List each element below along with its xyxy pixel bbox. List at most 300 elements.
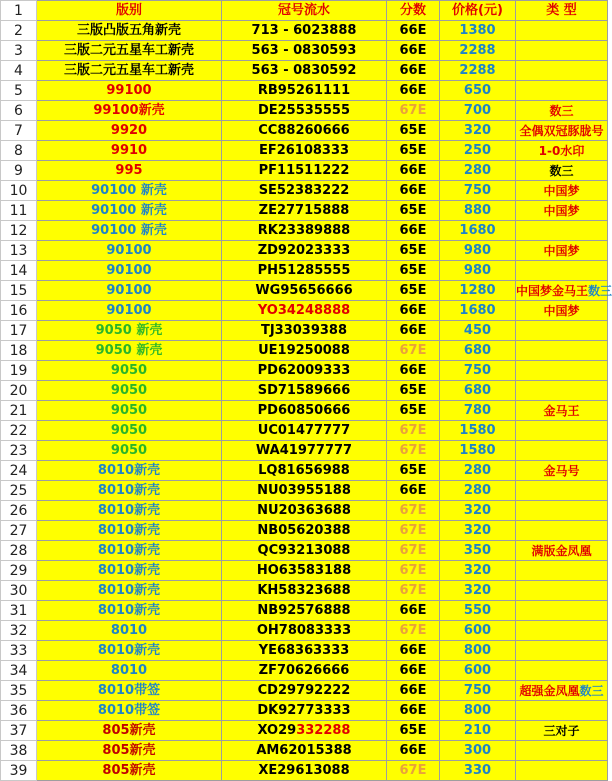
header-price[interactable]: 价格(元) (440, 1, 516, 21)
cell-price[interactable]: 880 (440, 201, 516, 221)
cell-type[interactable] (516, 361, 608, 381)
cell-score[interactable]: 65E (387, 401, 440, 421)
cell-price[interactable]: 280 (440, 161, 516, 181)
row-number[interactable]: 2 (1, 21, 37, 41)
cell-edition[interactable]: 99100新壳 (37, 101, 222, 121)
cell-serial[interactable] (222, 741, 387, 761)
cell-serial[interactable] (222, 221, 387, 241)
serial-segment: PH51285555 (257, 262, 351, 278)
cell-score[interactable]: 67E (387, 421, 440, 441)
cell-price[interactable]: 330 (440, 761, 516, 781)
cell-type[interactable] (516, 601, 608, 621)
serial-segment: TJ33039388 (260, 322, 348, 338)
type-segment: 中国梦金马王 (516, 283, 589, 298)
cell-serial[interactable] (222, 281, 387, 301)
cell-serial[interactable] (222, 341, 387, 361)
cell-serial[interactable] (222, 121, 387, 141)
serial-segment: ZD92023333 (257, 242, 351, 258)
cell-price[interactable]: 1280 (440, 281, 516, 301)
row-number[interactable]: 11 (1, 201, 37, 221)
cell-serial[interactable] (222, 421, 387, 441)
cell-price[interactable]: 600 (440, 661, 516, 681)
cell-edition[interactable]: 90100 (37, 281, 222, 301)
cell-serial[interactable] (222, 161, 387, 181)
row-number[interactable]: 13 (1, 241, 37, 261)
table-row (1, 241, 608, 261)
serial-segment: NU20363688 (257, 502, 351, 518)
cell-score[interactable]: 66E (387, 321, 440, 341)
cell-type[interactable] (516, 461, 608, 481)
table-row (1, 201, 608, 221)
cell-edition[interactable]: 805新壳 (37, 741, 222, 761)
header-type[interactable]: 类 型 (516, 1, 608, 21)
cell-type[interactable] (516, 61, 608, 81)
row-number[interactable]: 12 (1, 221, 37, 241)
cell-price[interactable]: 1680 (440, 301, 516, 321)
table-row (1, 21, 608, 41)
cell-score[interactable]: 66E (387, 641, 440, 661)
type-segment: 超强金凤凰 (519, 683, 580, 698)
cell-price[interactable]: 980 (440, 241, 516, 261)
serial-segment: UC01477777 (257, 422, 351, 438)
header-serial[interactable]: 冠号流水 (222, 1, 387, 21)
cell-type[interactable] (516, 701, 608, 721)
serial-segment: WA41977777 (255, 442, 353, 458)
row-number[interactable]: 35 (1, 681, 37, 701)
cell-edition[interactable]: 8010新壳 (37, 561, 222, 581)
serial-segment: YE68363333 (258, 642, 350, 658)
cell-serial[interactable] (222, 361, 387, 381)
cell-serial[interactable] (222, 561, 387, 581)
cell-score[interactable]: 65E (387, 461, 440, 481)
type-segment: 中国梦 (543, 183, 580, 198)
table-row (1, 541, 608, 561)
cell-serial[interactable] (222, 481, 387, 501)
table-row (1, 421, 608, 441)
cell-price[interactable]: 680 (440, 381, 516, 401)
cell-type[interactable] (516, 41, 608, 61)
header-score[interactable]: 分数 (387, 1, 440, 21)
serial-segment: PD62009333 (257, 362, 351, 378)
row-number[interactable]: 34 (1, 661, 37, 681)
row-number[interactable]: 19 (1, 361, 37, 381)
cell-score[interactable]: 67E (387, 341, 440, 361)
cell-edition[interactable]: 8010带签 (37, 681, 222, 701)
type-segment: 金马王 (543, 403, 580, 418)
row-number[interactable]: 17 (1, 321, 37, 341)
cell-type[interactable] (516, 261, 608, 281)
row-number[interactable]: 39 (1, 761, 37, 781)
cell-serial[interactable] (222, 661, 387, 681)
cell-score[interactable]: 67E (387, 541, 440, 561)
cell-edition[interactable]: 8010新壳 (37, 581, 222, 601)
cell-price[interactable]: 280 (440, 461, 516, 481)
cell-serial[interactable] (222, 21, 387, 41)
cell-edition[interactable]: 8010新壳 (37, 501, 222, 521)
cell-edition[interactable]: 90100 (37, 241, 222, 261)
cell-type[interactable] (516, 661, 608, 681)
cell-type[interactable] (516, 341, 608, 361)
cell-score[interactable]: 66E (387, 21, 440, 41)
cell-type[interactable] (516, 641, 608, 661)
cell-type[interactable] (516, 681, 608, 701)
table-row (1, 601, 608, 621)
row-number[interactable]: 37 (1, 721, 37, 741)
cell-type[interactable] (516, 301, 608, 321)
cell-serial[interactable] (222, 381, 387, 401)
table-row (1, 141, 608, 161)
serial-segment: QC93213088 (257, 542, 351, 558)
cell-score[interactable]: 66E (387, 81, 440, 101)
cell-serial[interactable] (222, 301, 387, 321)
table-row (1, 641, 608, 661)
cell-serial[interactable] (222, 101, 387, 121)
table-row (1, 701, 608, 721)
cell-serial[interactable] (222, 261, 387, 281)
cell-score[interactable]: 66E (387, 681, 440, 701)
row-number[interactable]: 20 (1, 381, 37, 401)
row-number[interactable]: 16 (1, 301, 37, 321)
cell-price[interactable]: 650 (440, 81, 516, 101)
row-number[interactable]: 4 (1, 61, 37, 81)
serial-segment: SE52383222 (258, 182, 350, 198)
row-number[interactable]: 26 (1, 501, 37, 521)
cell-type[interactable] (516, 281, 612, 301)
row-number[interactable]: 29 (1, 561, 37, 581)
cell-type[interactable] (516, 201, 608, 221)
row-number[interactable]: 14 (1, 261, 37, 281)
type-segment: 数三 (588, 283, 612, 298)
table-row (1, 661, 608, 681)
cell-price[interactable]: 980 (440, 261, 516, 281)
cell-score[interactable]: 67E (387, 761, 440, 781)
cell-type[interactable] (516, 321, 608, 341)
cell-score[interactable]: 66E (387, 221, 440, 241)
cell-edition[interactable]: 8010带签 (37, 701, 222, 721)
cell-price[interactable]: 280 (440, 481, 516, 501)
cell-edition[interactable]: 8010 (37, 661, 222, 681)
cell-edition[interactable]: 8010新壳 (37, 461, 222, 481)
cell-edition[interactable]: 9050 (37, 361, 222, 381)
row-number[interactable]: 27 (1, 521, 37, 541)
cell-serial[interactable] (222, 581, 387, 601)
row-number[interactable]: 21 (1, 401, 37, 421)
cell-price[interactable]: 800 (440, 641, 516, 661)
row-number[interactable]: 23 (1, 441, 37, 461)
row-number[interactable]: 32 (1, 621, 37, 641)
cell-score[interactable]: 67E (387, 581, 440, 601)
serial-segment: CC88260666 (258, 122, 350, 138)
cell-edition[interactable]: 9050 新壳 (37, 341, 222, 361)
row-number[interactable]: 38 (1, 741, 37, 761)
table-row (1, 681, 608, 701)
serial-segment: AM62015388 (256, 742, 352, 758)
table-row (1, 361, 608, 381)
cell-score[interactable]: 65E (387, 121, 440, 141)
cell-price[interactable]: 600 (440, 621, 516, 641)
cell-edition[interactable]: 8010 (37, 621, 222, 641)
cell-edition[interactable]: 8010新壳 (37, 601, 222, 621)
cell-type[interactable] (516, 541, 608, 561)
cell-type[interactable] (516, 581, 608, 601)
table-row (1, 41, 608, 61)
cell-edition[interactable]: 90100 新壳 (37, 181, 222, 201)
row-number[interactable]: 33 (1, 641, 37, 661)
row-number[interactable]: 36 (1, 701, 37, 721)
cell-serial[interactable] (222, 81, 387, 101)
row-number[interactable]: 10 (1, 181, 37, 201)
cell-serial[interactable] (222, 401, 387, 421)
table-row (1, 121, 608, 141)
cell-type[interactable] (516, 21, 608, 41)
cell-edition[interactable]: 8010新壳 (37, 641, 222, 661)
cell-score[interactable]: 66E (387, 301, 440, 321)
serial-segment: 563 - 0830593 (251, 42, 357, 58)
serial-segment: DE25535555 (257, 102, 351, 118)
cell-price[interactable]: 2288 (440, 61, 516, 81)
cell-type[interactable] (516, 121, 608, 141)
row-number[interactable]: 24 (1, 461, 37, 481)
serial-segment: ZE27715888 (258, 202, 350, 218)
header-edition[interactable]: 版别 (37, 1, 222, 21)
serial-segment: CD29792222 (257, 682, 351, 698)
serial-segment: LQ81656988 (258, 462, 350, 478)
serial-segment: XE29613088 (258, 762, 350, 778)
cell-score[interactable]: 66E (387, 361, 440, 381)
serial-segment: RK23389888 (257, 222, 351, 238)
cell-edition[interactable]: 995 (37, 161, 222, 181)
cell-price[interactable]: 450 (440, 321, 516, 341)
cell-serial[interactable] (222, 701, 387, 721)
row-number[interactable]: 8 (1, 141, 37, 161)
cell-price[interactable]: 680 (440, 341, 516, 361)
cell-price[interactable]: 320 (440, 581, 516, 601)
cell-serial[interactable] (222, 641, 387, 661)
table-row (1, 221, 608, 241)
row-number[interactable]: 1 (1, 1, 37, 21)
cell-price[interactable]: 750 (440, 181, 516, 201)
cell-type[interactable] (516, 481, 608, 501)
cell-edition[interactable]: 三版二元五星车工新壳 (37, 61, 222, 81)
cell-serial[interactable] (222, 621, 387, 641)
cell-score[interactable]: 66E (387, 601, 440, 621)
cell-serial[interactable] (222, 181, 387, 201)
cell-edition[interactable]: 90100 (37, 261, 222, 281)
cell-edition[interactable]: 99100 (37, 81, 222, 101)
cell-type[interactable] (516, 721, 608, 741)
cell-score[interactable]: 66E (387, 741, 440, 761)
cell-serial[interactable] (222, 681, 387, 701)
table-row (1, 61, 608, 81)
serial-segment: 563 - 0830592 (251, 62, 357, 78)
cell-edition[interactable]: 8010新壳 (37, 481, 222, 501)
cell-edition[interactable]: 9050 新壳 (37, 321, 222, 341)
serial-segment: SD71589666 (257, 382, 351, 398)
cell-serial[interactable] (222, 721, 387, 741)
serial-segment: WG95656666 (255, 282, 353, 298)
cell-price[interactable]: 750 (440, 361, 516, 381)
cell-edition[interactable]: 9910 (37, 141, 222, 161)
cell-serial[interactable] (222, 141, 387, 161)
serial-segment: HO63583188 (256, 562, 352, 578)
cell-type[interactable] (516, 241, 608, 261)
cell-score[interactable]: 65E (387, 381, 440, 401)
type-segment: 全偶双冠豚胧号 (519, 123, 604, 138)
cell-price[interactable]: 780 (440, 401, 516, 421)
row-number[interactable]: 6 (1, 101, 37, 121)
serial-segment: 332288 (296, 722, 351, 738)
cell-price[interactable]: 300 (440, 741, 516, 761)
cell-serial[interactable] (222, 241, 387, 261)
cell-type[interactable] (516, 141, 608, 161)
cell-score[interactable]: 67E (387, 621, 440, 641)
cell-price[interactable]: 320 (440, 121, 516, 141)
cell-edition[interactable]: 90100 新壳 (37, 221, 222, 241)
cell-score[interactable]: 65E (387, 141, 440, 161)
cell-score[interactable]: 65E (387, 241, 440, 261)
cell-serial[interactable] (222, 761, 387, 781)
cell-price[interactable]: 210 (440, 721, 516, 741)
cell-serial[interactable] (222, 521, 387, 541)
cell-edition[interactable]: 90100 新壳 (37, 201, 222, 221)
serial-segment: NB05620388 (257, 522, 351, 538)
row-number[interactable]: 25 (1, 481, 37, 501)
cell-score[interactable]: 67E (387, 521, 440, 541)
cell-edition[interactable]: 8010新壳 (37, 541, 222, 561)
cell-type[interactable] (516, 521, 608, 541)
cell-serial[interactable] (222, 41, 387, 61)
type-segment: 中国梦 (543, 243, 580, 258)
row-number[interactable]: 3 (1, 41, 37, 61)
cell-score[interactable]: 66E (387, 41, 440, 61)
cell-type[interactable] (516, 561, 608, 581)
cell-edition[interactable]: 90100 (37, 301, 222, 321)
cell-price[interactable]: 700 (440, 101, 516, 121)
cell-edition[interactable]: 三版二元五星车工新壳 (37, 41, 222, 61)
cell-price[interactable]: 1580 (440, 421, 516, 441)
cell-price[interactable]: 2288 (440, 41, 516, 61)
cell-score[interactable]: 65E (387, 261, 440, 281)
cell-score[interactable]: 67E (387, 561, 440, 581)
row-number[interactable]: 7 (1, 121, 37, 141)
row-number[interactable]: 31 (1, 601, 37, 621)
cell-price[interactable]: 750 (440, 681, 516, 701)
cell-score[interactable]: 66E (387, 181, 440, 201)
cell-type[interactable] (516, 221, 608, 241)
cell-type[interactable] (516, 401, 608, 421)
cell-price[interactable]: 320 (440, 561, 516, 581)
cell-price[interactable]: 250 (440, 141, 516, 161)
cell-type[interactable] (516, 421, 608, 441)
cell-type[interactable] (516, 81, 608, 101)
type-segment: 三对子 (543, 723, 580, 738)
cell-type[interactable] (516, 181, 608, 201)
cell-edition[interactable]: 9050 (37, 441, 222, 461)
cell-price[interactable]: 320 (440, 521, 516, 541)
cell-price[interactable]: 350 (440, 541, 516, 561)
row-number[interactable]: 22 (1, 421, 37, 441)
cell-score[interactable]: 66E (387, 481, 440, 501)
cell-serial[interactable] (222, 321, 387, 341)
cell-type[interactable] (516, 161, 608, 181)
table-row (1, 161, 608, 181)
table-row (1, 741, 608, 761)
row-number[interactable]: 9 (1, 161, 37, 181)
table-row (1, 341, 608, 361)
cell-edition[interactable]: 805新壳 (37, 761, 222, 781)
cell-type[interactable] (516, 761, 608, 781)
cell-score[interactable]: 66E (387, 61, 440, 81)
cell-price[interactable]: 1580 (440, 441, 516, 461)
cell-price[interactable]: 800 (440, 701, 516, 721)
table-row (1, 321, 608, 341)
cell-edition[interactable]: 9050 (37, 421, 222, 441)
cell-type[interactable] (516, 741, 608, 761)
cell-edition[interactable]: 9920 (37, 121, 222, 141)
serial-segment: PF11511222 (258, 162, 350, 178)
cell-type[interactable] (516, 101, 608, 121)
type-segment: 金马号 (543, 463, 580, 478)
cell-score[interactable]: 67E (387, 501, 440, 521)
cell-edition[interactable]: 三版凸版五角新壳 (37, 21, 222, 41)
cell-type[interactable] (516, 501, 608, 521)
cell-edition[interactable]: 9050 (37, 381, 222, 401)
table-row (1, 721, 608, 741)
cell-score[interactable]: 65E (387, 721, 440, 741)
spreadsheet-body (1, 1, 612, 781)
cell-serial[interactable] (222, 461, 387, 481)
row-number[interactable]: 18 (1, 341, 37, 361)
cell-serial[interactable] (222, 501, 387, 521)
row-number[interactable]: 5 (1, 81, 37, 101)
serial-segment: YO34248888 (257, 302, 351, 318)
table-row (1, 481, 608, 501)
cell-price[interactable]: 320 (440, 501, 516, 521)
cell-edition[interactable]: 805新壳 (37, 721, 222, 741)
cell-type[interactable] (516, 441, 608, 461)
type-segment: 中国梦 (543, 203, 580, 218)
cell-serial[interactable] (222, 201, 387, 221)
cell-score[interactable]: 67E (387, 441, 440, 461)
table-row (1, 761, 608, 781)
cell-score[interactable]: 66E (387, 701, 440, 721)
cell-serial[interactable] (222, 541, 387, 561)
cell-serial[interactable] (222, 441, 387, 461)
cell-price[interactable]: 1380 (440, 21, 516, 41)
cell-serial[interactable] (222, 601, 387, 621)
cell-price[interactable]: 1680 (440, 221, 516, 241)
cell-edition[interactable]: 8010新壳 (37, 521, 222, 541)
serial-segment: DK92773333 (257, 702, 351, 718)
row-number[interactable]: 30 (1, 581, 37, 601)
table-row (1, 261, 608, 281)
cell-score[interactable]: 65E (387, 281, 440, 301)
cell-serial[interactable] (222, 61, 387, 81)
cell-score[interactable]: 65E (387, 201, 440, 221)
type-segment: 1-0水印 (538, 143, 585, 158)
row-number[interactable]: 15 (1, 281, 37, 301)
cell-type[interactable] (516, 381, 608, 401)
serial-segment: EF26108333 (258, 142, 350, 158)
cell-edition[interactable]: 9050 (37, 401, 222, 421)
cell-type[interactable] (516, 621, 608, 641)
cell-price[interactable]: 550 (440, 601, 516, 621)
cell-score[interactable]: 66E (387, 661, 440, 681)
cell-score[interactable]: 66E (387, 161, 440, 181)
cell-score[interactable]: 67E (387, 101, 440, 121)
row-number[interactable]: 28 (1, 541, 37, 561)
table-row (1, 301, 608, 321)
